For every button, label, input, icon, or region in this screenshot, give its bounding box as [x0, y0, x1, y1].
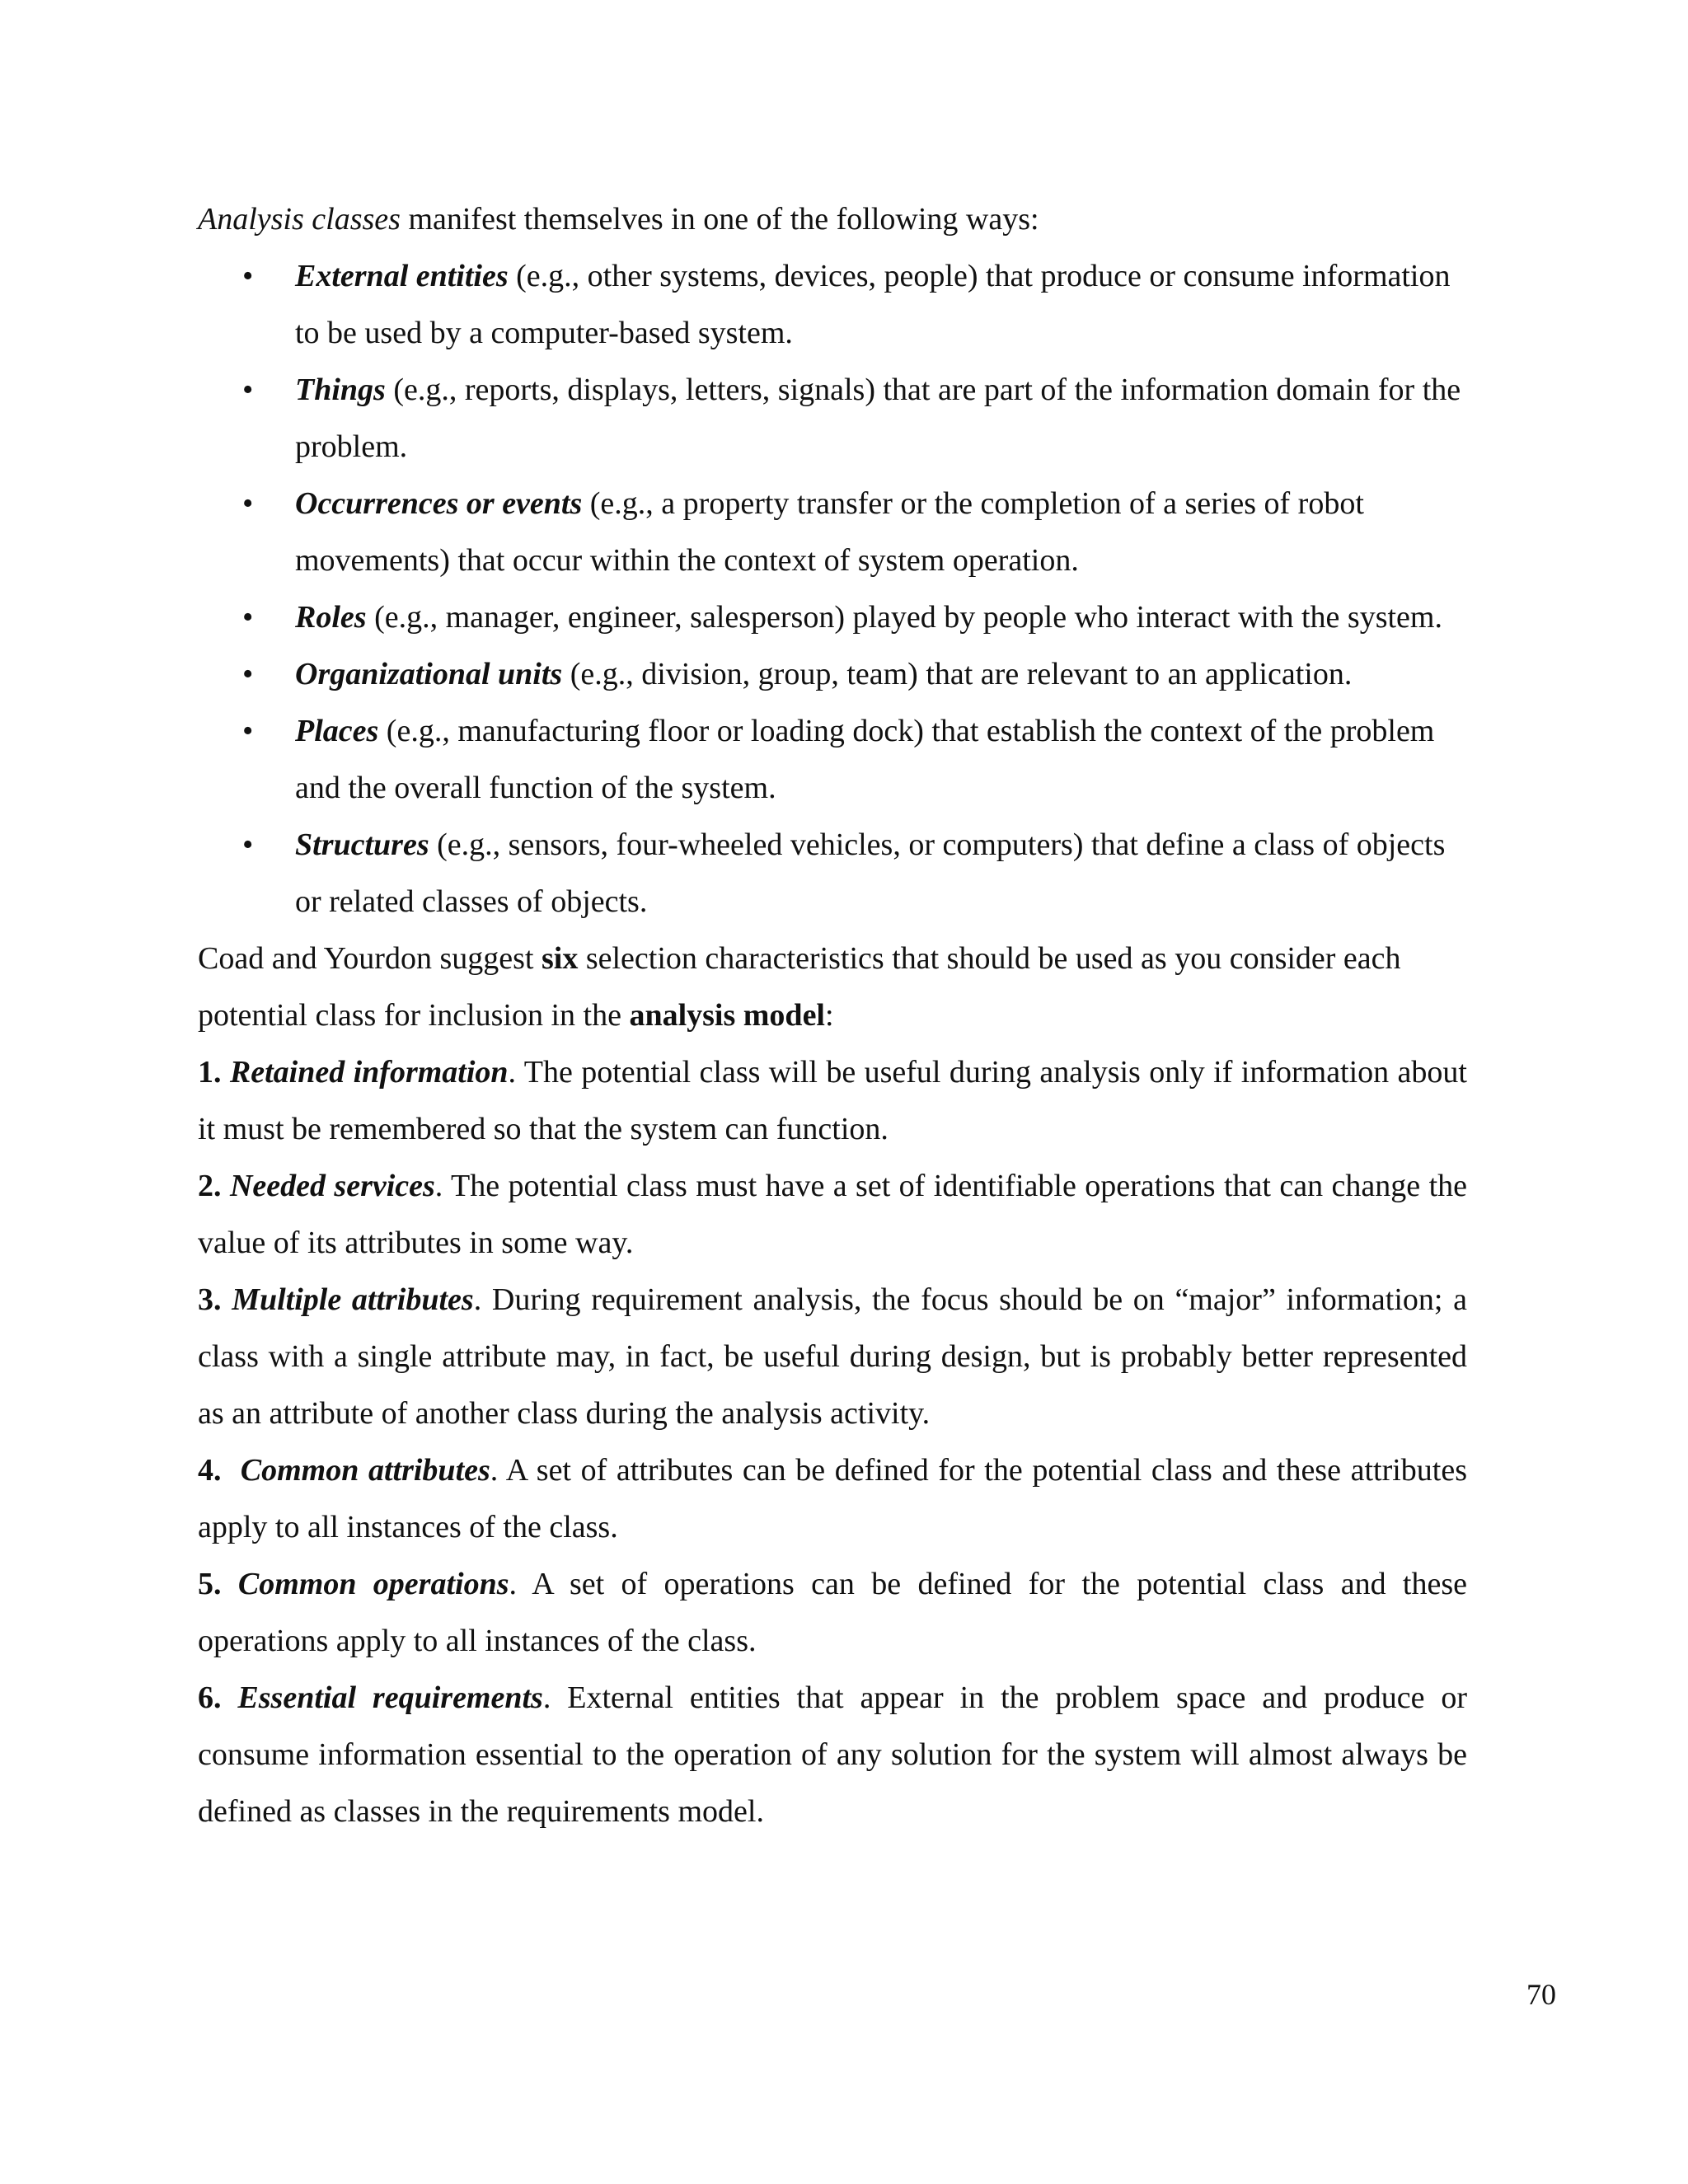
bullet-icon: • — [242, 657, 254, 691]
criterion-term: Needed services — [229, 1169, 435, 1203]
analysis-class-list — [198, 248, 1467, 930]
criterion-text: . A set of operations can be defined for the potential class and these operations apply to all instances of the class. — [198, 1567, 1467, 1658]
list-item-text: (e.g., other systems, devices, people) that produce or consume information to be used by a computer-based system. — [295, 259, 1451, 350]
criterion-term: Common operations — [237, 1567, 509, 1601]
list-item — [198, 476, 1467, 589]
intro-text: manifest themselves in one of the following ways: — [400, 202, 1039, 237]
list-item-text: (e.g., manager, engineer, salesperson) played by people who interact with the system. — [366, 600, 1442, 635]
summary-text-1: Coad and Yourdon suggest — [198, 941, 542, 976]
criterion-text: . External entities that appear in the problem space and produce or consume information essential to the operation of any solution for the system will almost always be defined as classes in the requirements model. — [198, 1680, 1468, 1829]
summary-bold-six: six — [541, 941, 579, 976]
criterion-term: Common attributes — [240, 1453, 490, 1488]
bullet-icon: • — [242, 373, 254, 407]
criterion-paragraph — [198, 1670, 1467, 1840]
criterion-paragraph — [198, 1044, 1467, 1158]
criterion-paragraph — [198, 1442, 1467, 1556]
criterion-paragraph — [198, 1556, 1467, 1670]
criterion-number: 5. — [198, 1567, 222, 1601]
criterion-text: . A set of attributes can be defined for the potential class and these attributes apply to all instances of the class. — [198, 1453, 1467, 1544]
criterion-text: . During requirement analysis, the focus should be on “major” information; a class with a single attribute may, in fact, be useful during design, but is probably better represented as an attribute of another class during the analysis activity. — [198, 1282, 1467, 1431]
criterion-text: . The potential class will be useful during analysis only if information about it must be remembered so that the system can function. — [198, 1055, 1467, 1146]
criterion-text: . The potential class must have a set of identifiable operations that can change the value of its attributes in some way. — [198, 1169, 1467, 1260]
intro-paragraph — [198, 191, 1467, 248]
list-item-term: Places — [295, 714, 379, 748]
criterion-number: 2. — [198, 1169, 222, 1203]
list-item-term: Things — [295, 373, 386, 407]
page-body — [198, 191, 1467, 1840]
criterion-paragraph — [198, 1158, 1467, 1272]
list-item-term: Structures — [295, 827, 429, 862]
bullet-icon: • — [242, 259, 254, 293]
list-item-term: Organizational units — [295, 657, 563, 691]
criterion-number: 4. — [198, 1453, 222, 1488]
list-item-text: (e.g., manufacturing floor or loading dock) that establish the context of the problem and the overall function of the system. — [295, 714, 1435, 805]
list-item-text: (e.g., a property transfer or the completion of a series of robot movements) that occur within the context of system operation. — [295, 486, 1364, 578]
criterion-number: 1. — [198, 1055, 222, 1090]
bullet-icon: • — [242, 827, 254, 862]
list-item — [198, 703, 1467, 817]
criterion-paragraph — [198, 1272, 1467, 1442]
list-item — [198, 248, 1467, 362]
list-item-text: (e.g., division, group, team) that are relevant to an application. — [562, 657, 1353, 691]
criterion-number: 3. — [198, 1282, 222, 1317]
summary-paragraph — [198, 930, 1467, 1044]
intro-italic-term: Analysis classes — [198, 202, 401, 237]
list-item — [198, 362, 1467, 476]
summary-text-3: : — [825, 998, 834, 1033]
list-item — [198, 817, 1467, 930]
list-item-term: External entities — [295, 259, 509, 293]
criterion-number: 6. — [198, 1680, 222, 1715]
list-item — [198, 589, 1467, 646]
list-item-term: Occurrences or events — [295, 486, 583, 521]
list-item — [198, 646, 1467, 703]
bullet-icon: • — [242, 600, 254, 635]
criterion-term: Essential requirements — [237, 1680, 543, 1715]
page-number: 70 — [1526, 1978, 1556, 2011]
list-item-text: (e.g., reports, displays, letters, signals) that are part of the information domain for the problem. — [295, 373, 1461, 464]
criterion-term: Multiple attributes — [232, 1282, 474, 1317]
summary-text-2: selection characteristics that should be used as you consider each potential class for inclusion in the — [198, 941, 1401, 1033]
list-item-term: Roles — [295, 600, 367, 635]
summary-bold-analysis-model: analysis model — [629, 998, 825, 1033]
bullet-icon: • — [242, 486, 254, 521]
list-item-text: (e.g., sensors, four-wheeled vehicles, or computers) that define a class of objects or related classes of objects. — [295, 827, 1446, 919]
bullet-icon: • — [242, 714, 254, 748]
criterion-term: Retained information — [229, 1055, 509, 1090]
